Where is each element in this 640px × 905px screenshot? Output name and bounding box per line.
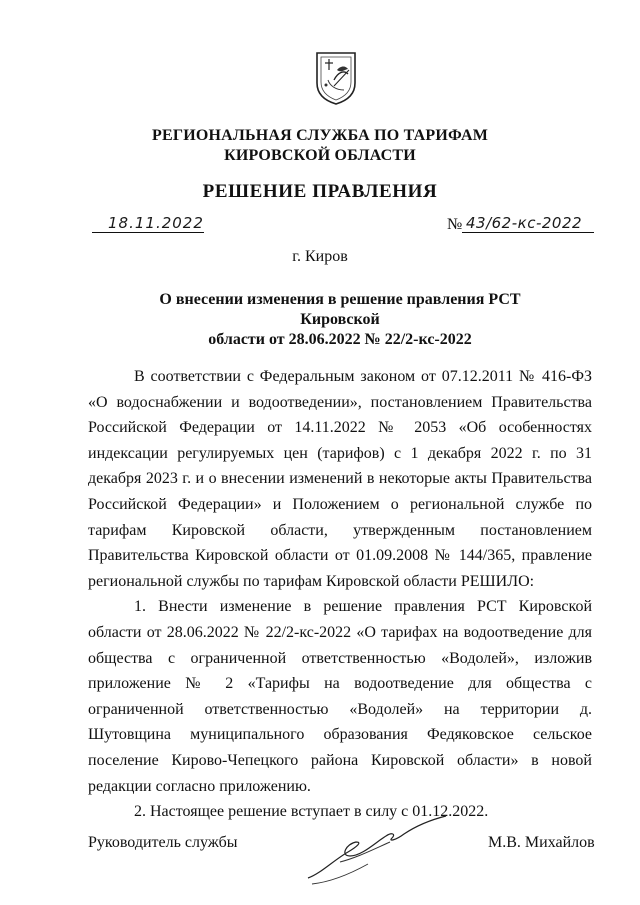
number-underline xyxy=(462,232,594,233)
subject-line2: области от 28.06.2022 № 22/2-кс-2022 xyxy=(208,331,472,348)
coat-of-arms-icon xyxy=(314,50,358,106)
decision-number: 43/62-кс-2022 xyxy=(466,214,583,232)
body-paragraph-preamble: В соответствии с Федеральным законом от 07.12.2011 № 416-ФЗ «О водоснабжении и водоотведении», постановлением Правительства Российской Федерации от 14.11.2022 № 2053 «Об особенностях индексации регулируемых цен (тарифов) с 1 декабря 2022 г. по 31 декабря 2023 г. и о внесении изменений в некоторые акты Правительства Российской Федерации» и Положением о региональной службе по тарифам Кировской области, утвержденным постановлением Правительства Кировской области от 01.09.2008 № 144/365, правление региональной службы по тарифам Кировской области РЕШИЛО: xyxy=(88,368,592,590)
body-paragraph-item-1: 1. Внести изменение в решение правления РСТ Кировской области от 28.06.2022 № 22/2-кс-2022 «О тарифах на водоотведение для общества с ограниченной ответственностью «Водолей», изложив приложение № 2 «Тарифы на водоотведение для общества с ограниченной ответственностью «Водолей» на территории д. Шутовщина муниципального образования Федяковское сельское поселение Кирово-Чепецкого района Кировской области» в новой редакции согласно приложению. xyxy=(88,598,592,795)
decision-date: 18.11.2022 xyxy=(108,214,204,232)
number-label: № xyxy=(447,216,463,233)
organization-name-line2: КИРОВСКОЙ ОБЛАСТИ xyxy=(224,147,416,164)
document-body xyxy=(88,364,592,825)
subject-line1: О внесении изменения в решение правления РСТ Кировской xyxy=(159,291,521,328)
organization-name-line1: РЕГИОНАЛЬНАЯ СЛУЖБА ПО ТАРИФАМ xyxy=(151,127,489,144)
signatory-position: Руководитель службы xyxy=(88,834,238,851)
document-title: РЕШЕНИЕ ПРАВЛЕНИЯ xyxy=(202,181,438,202)
city: г. Киров xyxy=(292,248,348,265)
handwritten-signature-icon xyxy=(300,812,450,892)
signatory-name: М.В. Михайлов xyxy=(488,834,595,851)
organization-name xyxy=(0,126,640,166)
body-paragraph-item-2: 2. Настоящее решение вступает в силу с 01.12.2022. xyxy=(134,803,489,821)
subject-heading xyxy=(120,290,560,350)
date-underline xyxy=(92,232,204,233)
